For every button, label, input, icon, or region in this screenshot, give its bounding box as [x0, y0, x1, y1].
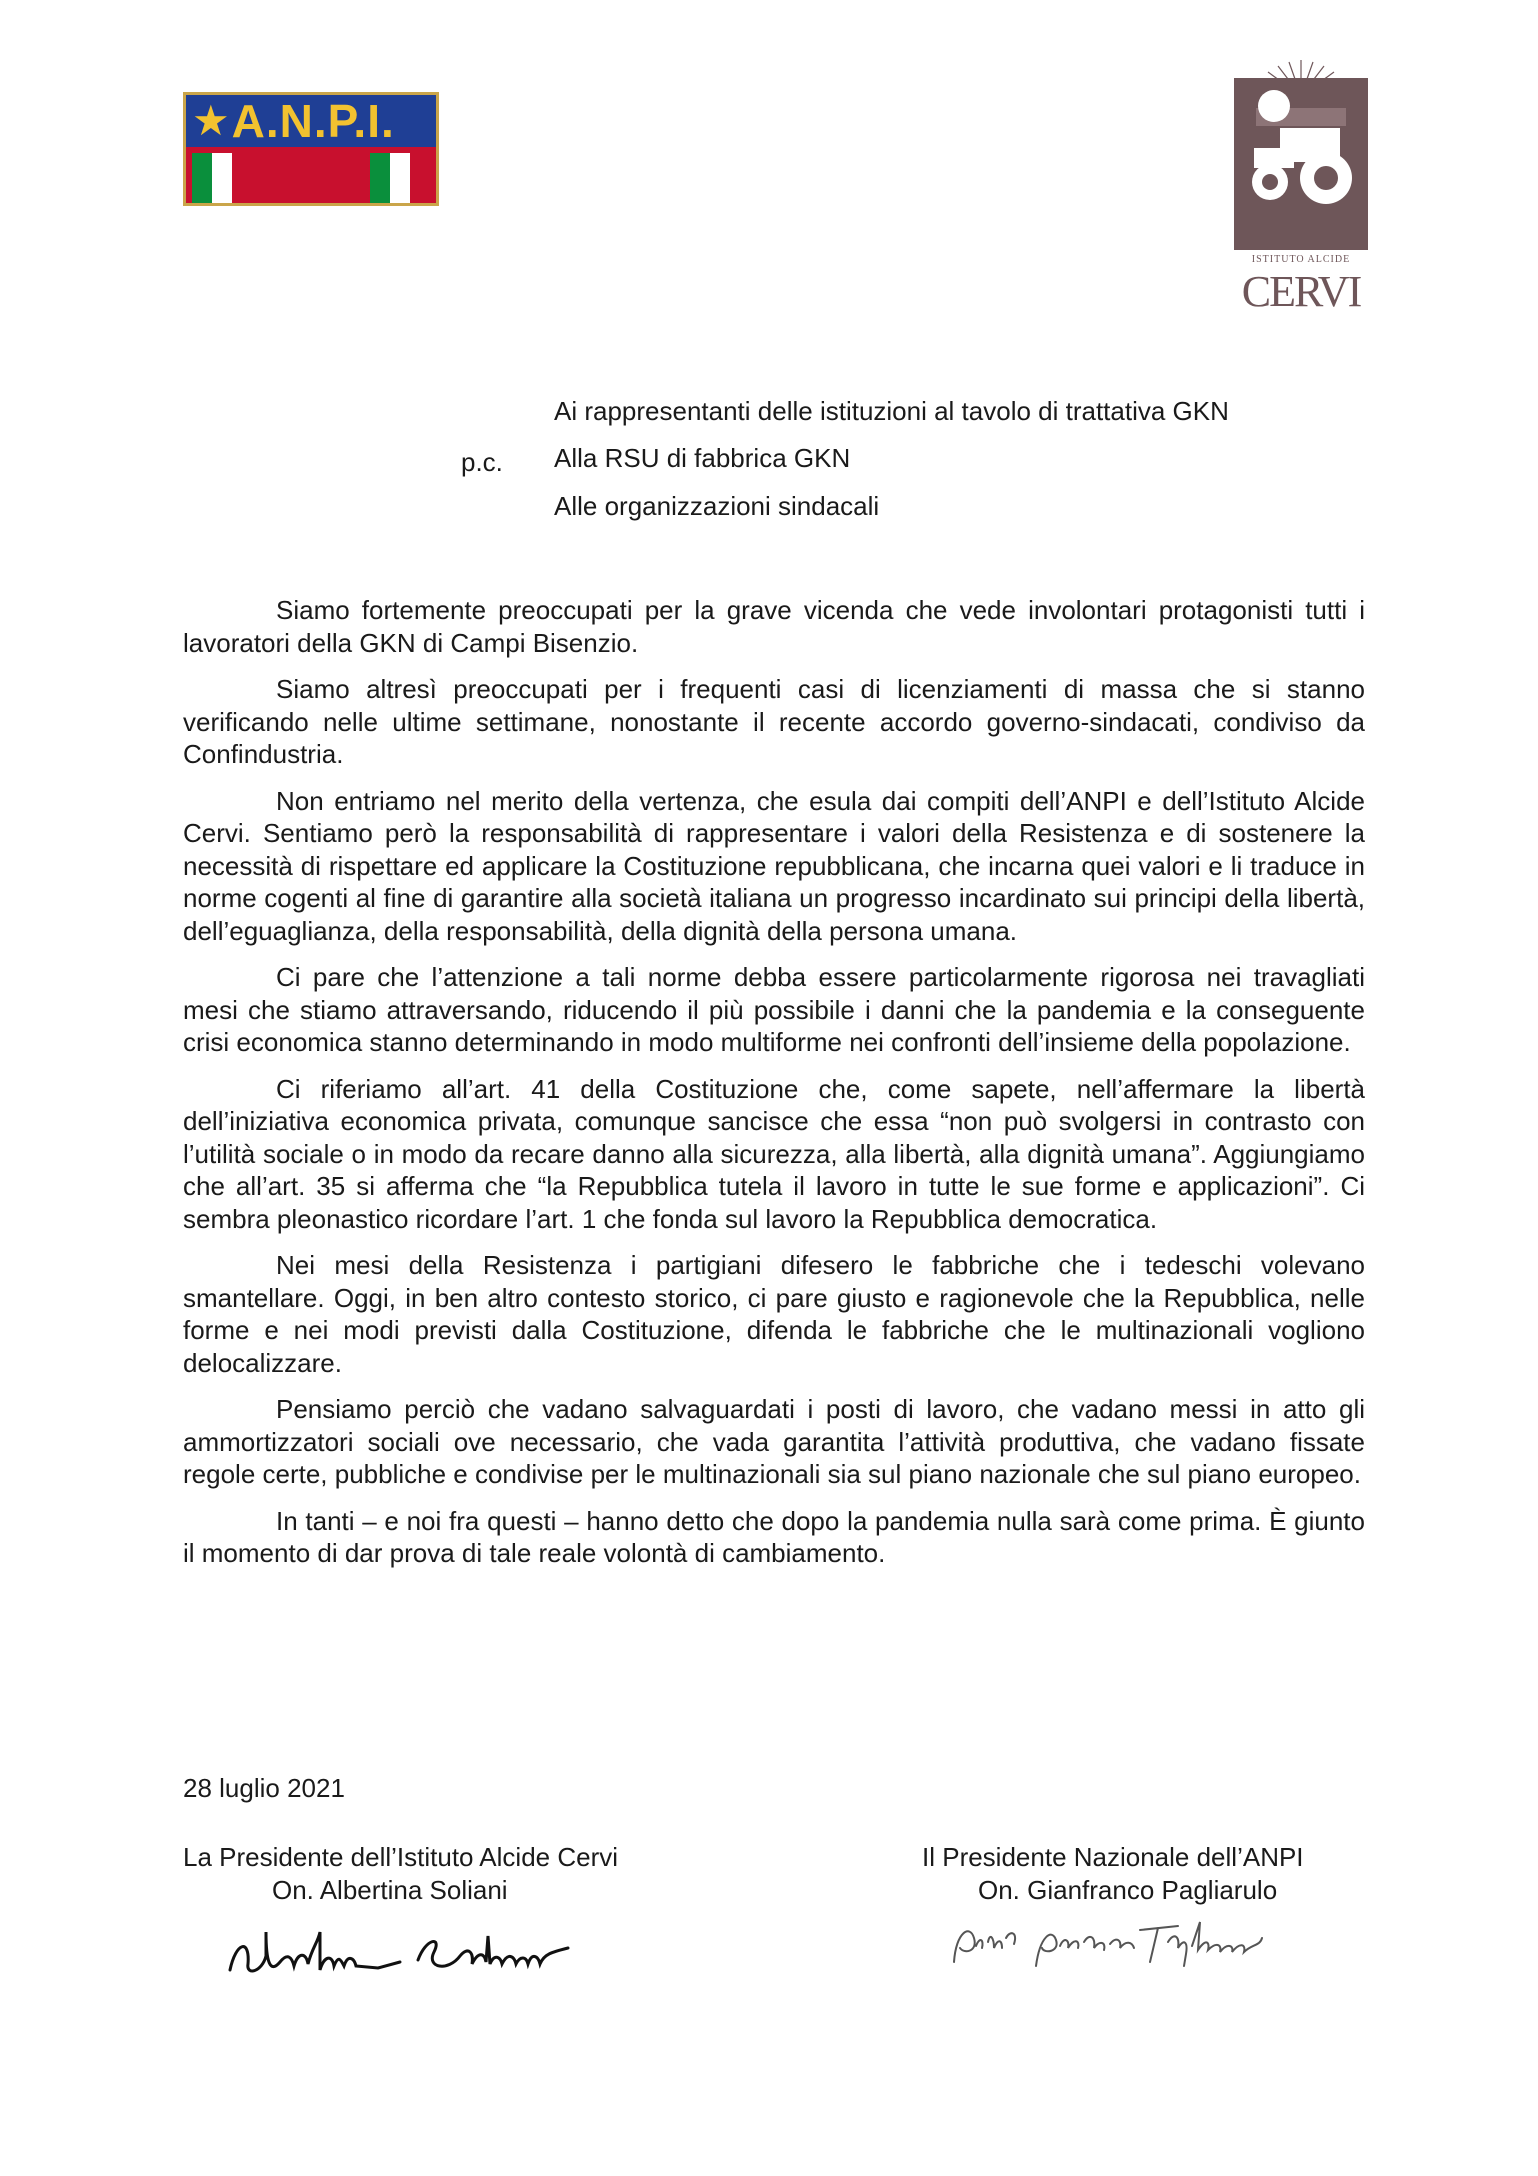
signatory-role: Il Presidente Nazionale dell’ANPI: [922, 1842, 1304, 1872]
recipient-line-1: Ai rappresentanti delle istituzioni al tavolo di trattativa GKN: [554, 396, 1229, 426]
anpi-logo-band: [186, 95, 436, 147]
signatory-name: On. Gianfranco Pagliarulo: [978, 1875, 1278, 1905]
cervi-logo: [1234, 58, 1368, 316]
signature-pagliarulo: [944, 1902, 1314, 1982]
signatory-role: La Presidente dell’Istituto Alcide Cervi: [183, 1842, 619, 1872]
italian-flag-icon: [370, 153, 430, 203]
paragraph: Nei mesi della Resistenza i partigiani difesero le fabbriche che i tedeschi volevano smantellare. Oggi, in ben altro contesto storico, ci pare giusto e ragionevole che la Repubblica, nelle forme e nei modi previsti dalla Costituzione, difenda le fabbriche che le multinazionali vogliono delocalizzare.: [183, 1250, 1365, 1378]
cervi-logo-name: CERVI: [1241, 267, 1361, 316]
paragraph: Siamo fortemente preoccupati per la grave vicenda che vede involontari protagonisti tutti i lavoratori della GKN di Campi Bisenzio.: [183, 595, 1365, 658]
cervi-logo-caption: ISTITUTO ALCIDE: [1251, 254, 1351, 265]
paragraph: Pensiamo perciò che vadano salvaguardati i posti di lavoro, che vadano messi in atto gli ammortizzatori sociali ove necessario, che vada garantita l’attività produttiva, che vadano fissate regole certe, pubbliche e condivise per le multinazionali sia sul piano nazionale che sul piano europeo.: [183, 1394, 1365, 1489]
signature-soliani: [222, 1912, 602, 1992]
anpi-logo-text: A.N.P.I.: [231, 95, 395, 147]
anpi-logo: [183, 92, 439, 206]
italian-flag-icon: [192, 153, 252, 203]
paragraph: In tanti – e noi fra questi – hanno detto che dopo la pandemia nulla sarà come prima. È giunto il momento di dar prova di tale reale volontà di cambiamento.: [183, 1505, 1365, 1568]
signatory-left: [183, 1841, 618, 1907]
tractor-emblem: [1234, 78, 1368, 250]
star-icon: ★: [192, 96, 230, 145]
anpi-logo-flags: [186, 147, 436, 206]
paragraph: Non entriamo nel merito della vertenza, che esula dai compiti dell’ANPI e dell’Istituto Alcide Cervi. Sentiamo però la responsabilità di rappresentare i valori della Resistenza e di sostenere la necessità di rispettare ed applicare la Costituzione repubblicana, che incarna quei valori e li traduce in norme cogenti al fine di garantire alla società italiana un progresso incardinato sui principi della libertà, dell’eguaglianza, della responsabilità, della dignità della persona umana.: [183, 785, 1365, 946]
recipient-line-2: Alla RSU di fabbrica GKN: [554, 443, 851, 473]
signatory-right: [922, 1841, 1304, 1907]
paragraph: Siamo altresì preoccupati per i frequenti casi di licenziamenti di massa che si stanno verificando nelle ultime settimane, nonostante il recente accordo governo-sindacati, condiviso da Confindustria.: [183, 674, 1365, 769]
paragraph: Ci pare che l’attenzione a tali norme debba essere particolarmente rigorosa nei travagliati mesi che stiamo attraversando, riducendo il più possibile i danni che la pandemia e la conseguente crisi economica stanno determinando in modo multiforme nei confronti dell’insieme della popolazione.: [183, 962, 1365, 1057]
signatory-name: On. Albertina Soliani: [272, 1875, 508, 1905]
recipient-line-3: Alle organizzazioni sindacali: [554, 491, 880, 521]
tractor-icon: [1234, 78, 1368, 250]
letter-body: [183, 594, 1365, 1584]
letter-date: 28 luglio 2021: [183, 1773, 345, 1803]
paragraph: Ci riferiamo all’art. 41 della Costituzione che, come sapete, nell’affermare la libertà dell’iniziativa economica privata, comunque sancisce che essa “non può svolgersi in contrasto con l’utilità sociale o in modo da recare danno alla sicurezza, alla libertà, alla dignità umana”. Aggiungiamo che all’art. 35 si afferma che “la Repubblica tutela il lavoro in tutte le sue forme e applicazioni”. Ci sembra pleonastico ricordare l’art. 1 che fonda sul lavoro la Repubblica democratica.: [183, 1073, 1365, 1234]
pc-label: p.c.: [461, 447, 503, 477]
